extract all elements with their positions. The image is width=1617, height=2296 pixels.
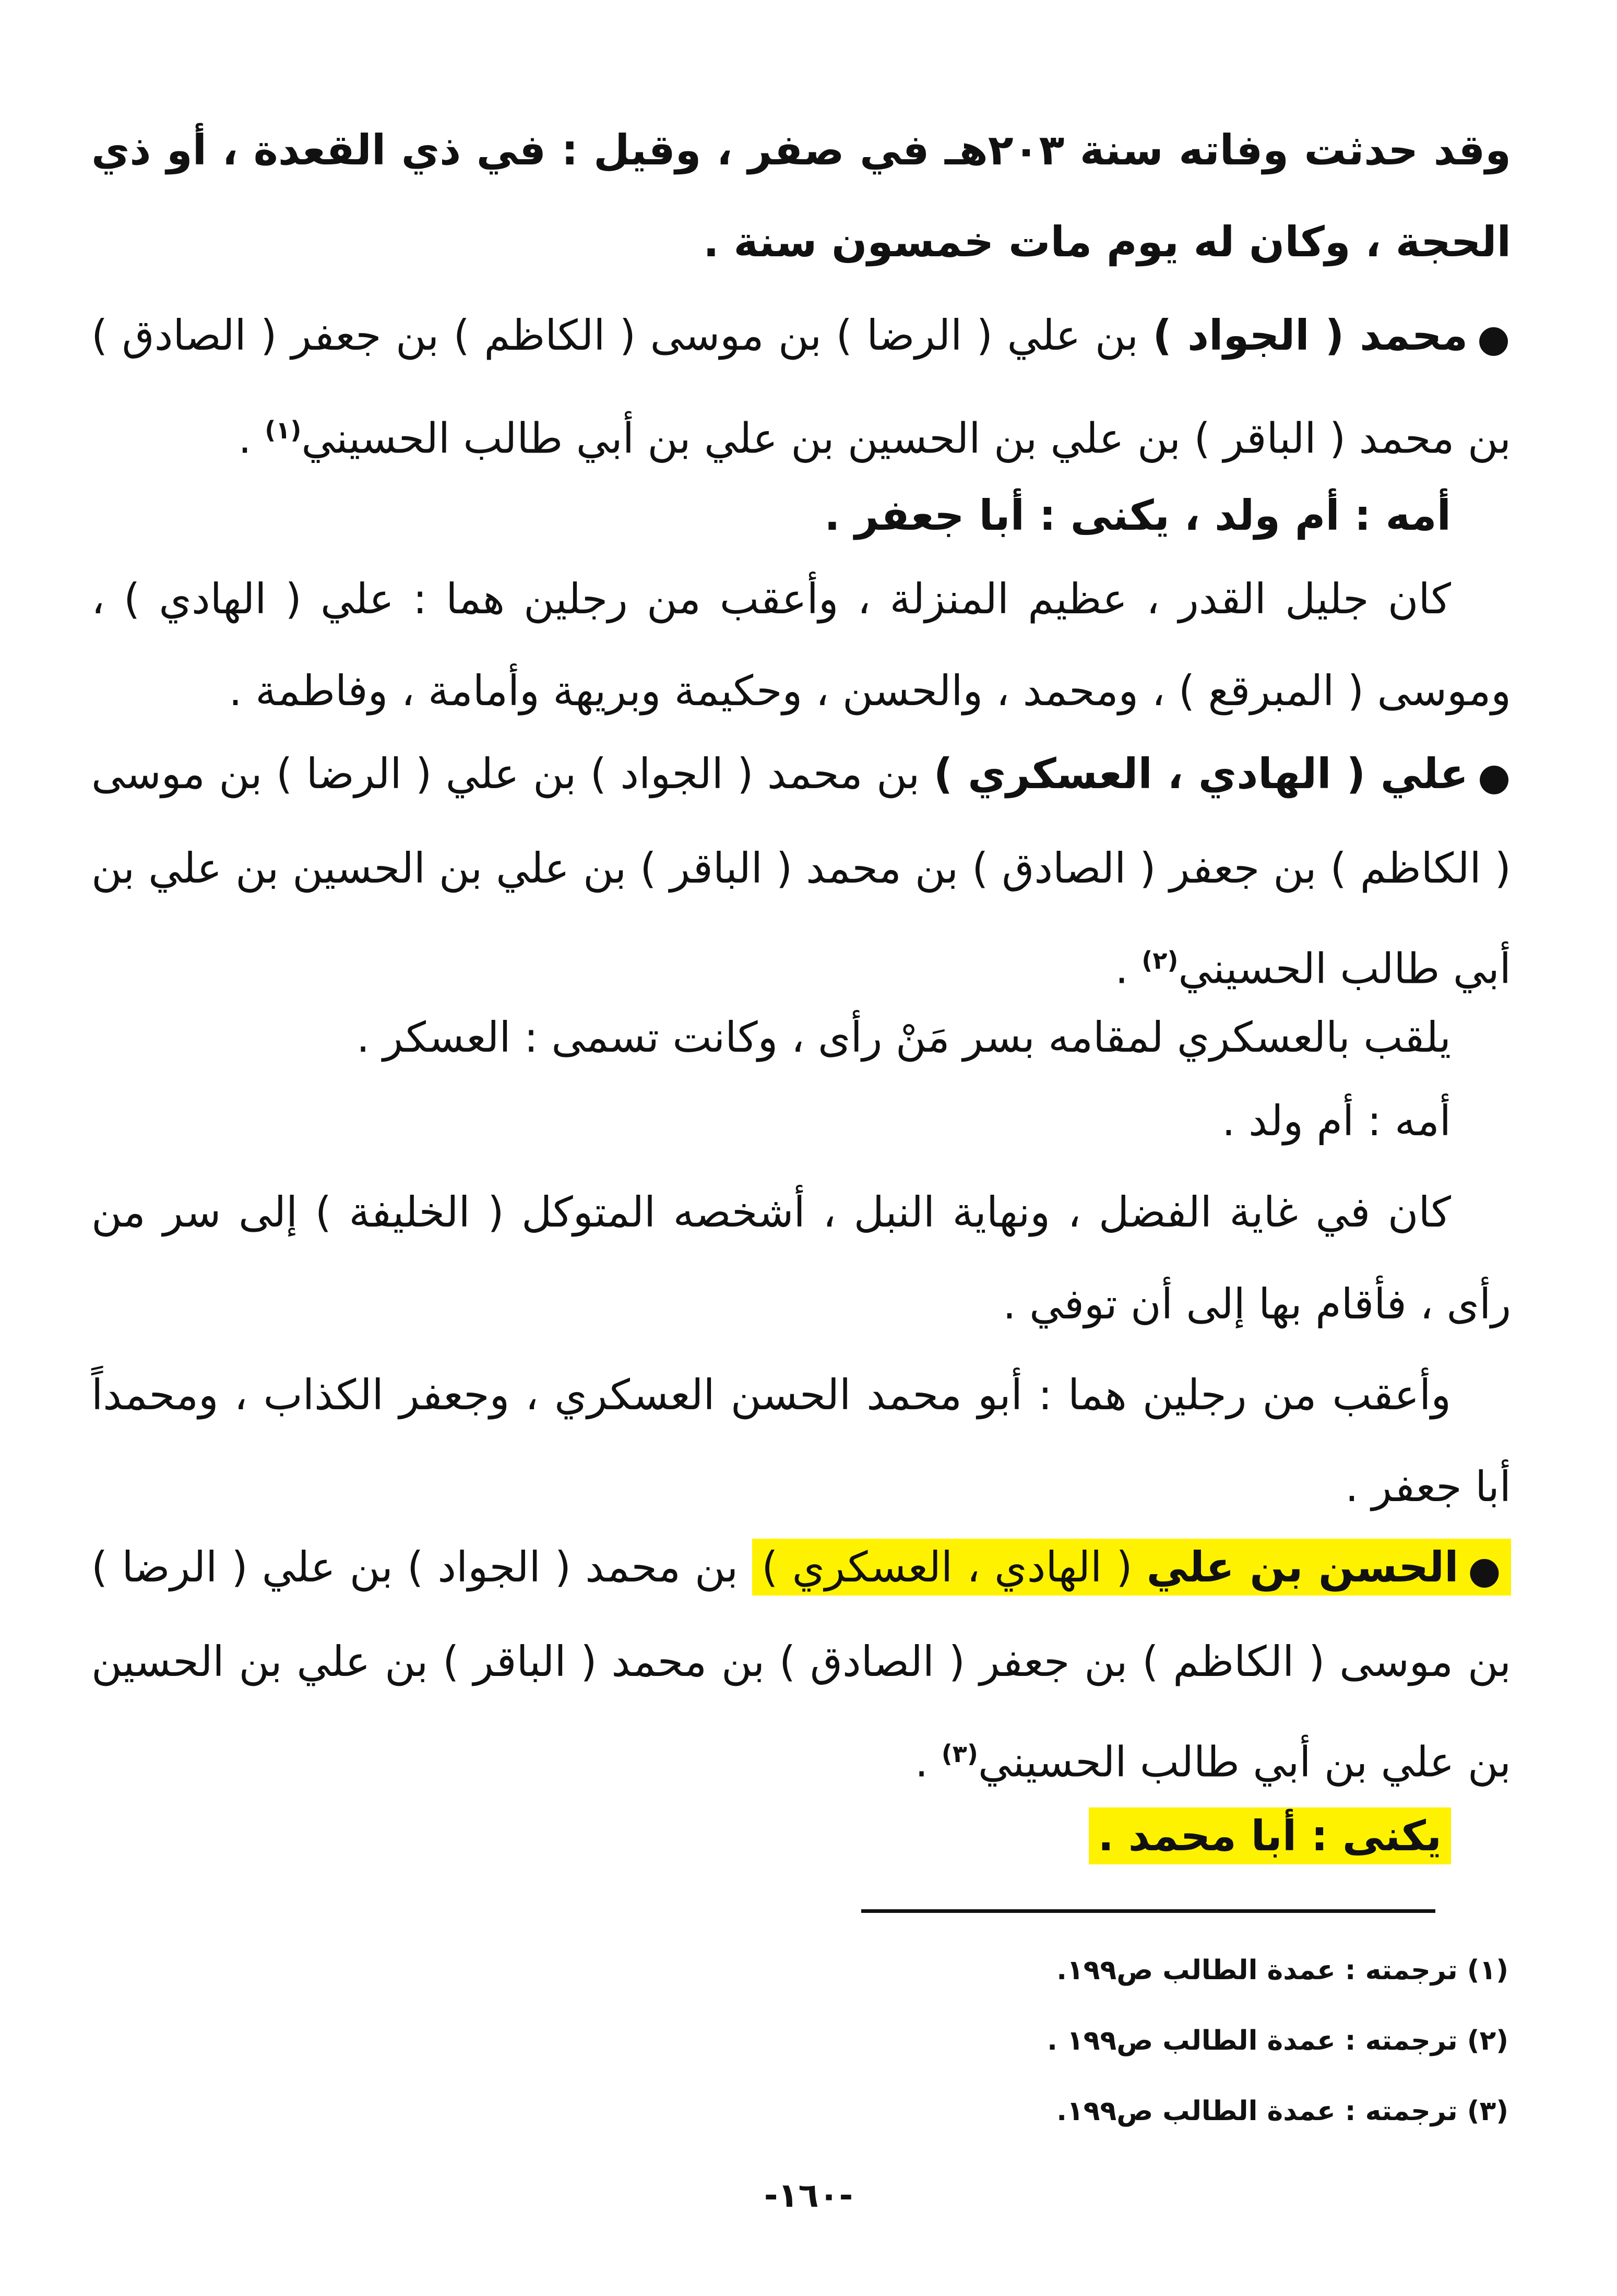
footnote-divider [861, 1909, 1435, 1913]
footnote-marker: (١) [265, 416, 302, 445]
entry-hasan-al-askari [91, 1521, 1511, 1809]
paragraph-text: أمه : أم ولد . [1222, 1097, 1451, 1145]
paragraph-descendants [91, 1349, 1511, 1533]
entry-title: الحسن بن علي [1146, 1543, 1459, 1591]
footnote-marker: (٢) [1142, 946, 1179, 975]
entry-lineage: بن محمد ( الجواد ) بن علي ( الرضا ) بن موسى ( الكاظم ) بن جعفر ( الصادق ) بن محمد ( الباقر ) بن علي بن الحسين بن علي بن أبي طالب الحسيني [91, 1543, 1511, 1787]
paragraph-mother-kunya [91, 470, 1511, 562]
highlighted-title [752, 1539, 1511, 1596]
page-number: -١٦٠- [764, 2176, 853, 2215]
paragraph-death-date [91, 104, 1511, 288]
entry-title: علي ( الهادي ، العسكري ) [933, 750, 1469, 798]
entry-lineage: بن علي ( الرضا ) بن موسى ( الكاظم ) بن جعفر ( الصادق ) بن محمد ( الباقر ) بن علي بن الحسين بن علي بن أبي طالب الحسيني [91, 311, 1511, 463]
paragraph-text: وقد حدثت وفاته سنة ٢٠٣هـ في صفر ، وقيل : في ذي القعدة ، أو ذي الحجة ، وكان له يوم مات خمسون سنة . [91, 126, 1511, 266]
footnote-1: (١) ترجمته : عمدة الطالب ص١٩٩. [1056, 1955, 1508, 1986]
footnote-marker: (٣) [941, 1740, 978, 1768]
paragraph-hasan-kunya [91, 1790, 1511, 1882]
paragraph-text: كان جليل القدر ، عظيم المنزلة ، وأعقب من رجلين هما : علي ( الهادي ) ، وموسى ( المبرقع ) ، ومحمد ، والحسن ، وحكيمة وبريهة وأمامة ، وفاطمة . [91, 575, 1511, 715]
bullet-icon: ● [1478, 755, 1511, 799]
paragraph-text: وأعقب من رجلين هما : أبو محمد الحسن العسكري ، وجعفر الكذاب ، ومحمداً أبا جعفر . [91, 1371, 1511, 1511]
paragraph-text: أمه : أم ولد ، يكنى : أبا جعفر . [824, 491, 1451, 540]
paragraph-mother [91, 1075, 1511, 1167]
paragraph-text: كان في غاية الفضل ، ونهاية النبل ، أشخصه المتوكل ( الخليفة ) إلى سر من رأى ، فأقام بها إلى أن توفي . [91, 1188, 1511, 1328]
entry-end: . [1115, 944, 1128, 993]
paragraph-laqab [91, 992, 1511, 1084]
entry-title: محمد ( الجواد ) [1152, 311, 1468, 360]
paragraph-virtue [91, 1167, 1511, 1350]
bullet-icon: ● [1477, 316, 1511, 361]
paragraph-description [91, 553, 1511, 737]
paragraph-text: يلقب بالعسكري لمقامه بسر مَنْ رأى ، وكانت تسمى : العسكر . [356, 1013, 1451, 1062]
entry-end: . [238, 414, 252, 463]
highlighted-text: يكنى : أبا محمد . [1089, 1807, 1451, 1864]
entry-end: . [914, 1738, 929, 1787]
entry-ali-al-hadi [91, 728, 1511, 1015]
footnote-2: (٢) ترجمته : عمدة الطالب ص١٩٩ . [1047, 2025, 1508, 2056]
entry-title-rest: ( الهادي ، العسكري ) [762, 1543, 1133, 1591]
entry-muhammad-al-jawad [91, 290, 1511, 485]
footnote-3: (٣) ترجمته : عمدة الطالب ص١٩٩. [1056, 2096, 1508, 2127]
bullet-icon: ● [1468, 1548, 1502, 1592]
entry-lineage: بن محمد ( الجواد ) بن علي ( الرضا ) بن موسى ( الكاظم ) بن جعفر ( الصادق ) بن محمد ( الباقر ) بن علي بن الحسين بن علي بن أبي طالب الحسيني [91, 750, 1511, 993]
